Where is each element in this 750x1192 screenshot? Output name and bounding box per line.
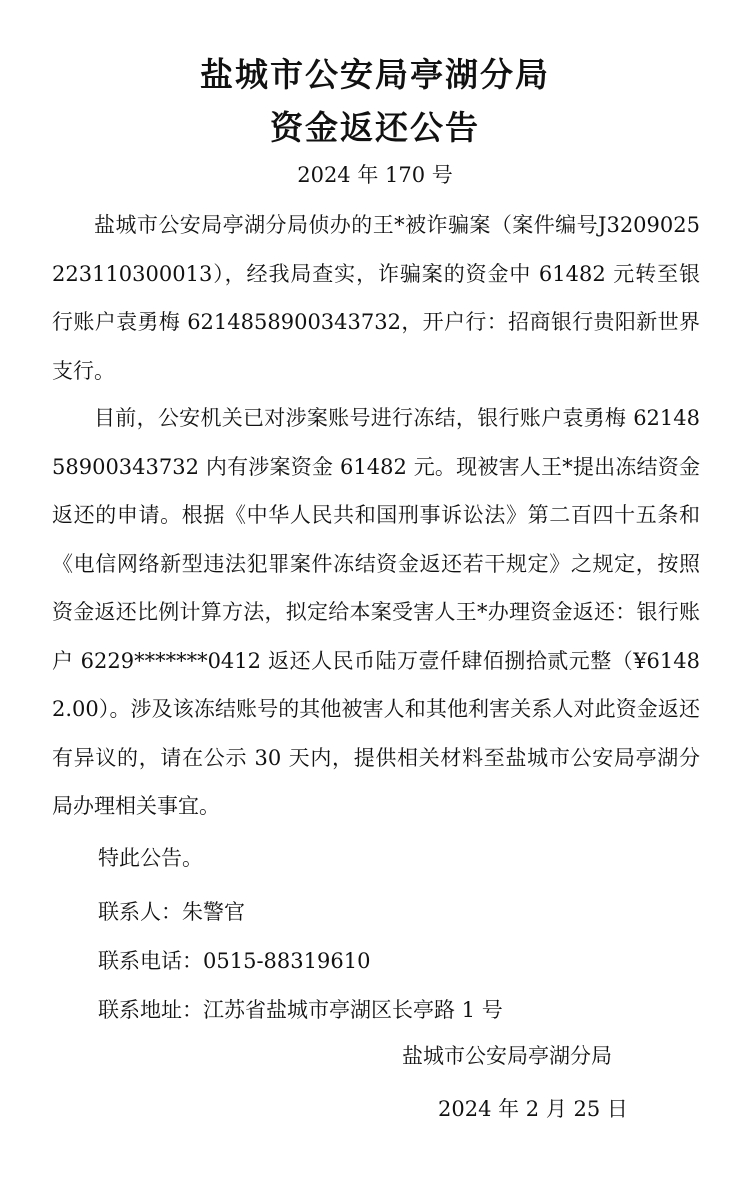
- notice-title-line1: 盐城市公安局亭湖分局: [200, 55, 550, 94]
- notice-title-line2: 资金返还公告: [270, 108, 480, 147]
- signature-date: 2024 年 2 月 25 日: [438, 1097, 628, 1121]
- contact-person: 联系人：朱警官: [98, 900, 245, 924]
- case-paragraph: 盐城市公安局亭湖分局侦办的王*被诈骗案（案件编号J3209025223110300013），经我局查实，诈骗案的资金中 61482 元转至银行账户袁勇梅 6214858900343732，开户行：招商银行贵阳新世界支行。: [52, 213, 700, 383]
- signature-organization: 盐城市公安局亭湖分局: [402, 1044, 612, 1068]
- contact-phone: 联系电话：0515-88319610: [98, 949, 371, 973]
- contact-address: 联系地址：江苏省盐城市亭湖区长亭路 1 号: [98, 998, 503, 1022]
- special-notice: 特此公告。: [98, 846, 203, 870]
- document-number: 2024 年 170 号: [297, 163, 453, 187]
- refund-paragraph: 目前，公安机关已对涉案账号进行冻结，银行账户袁勇梅 6214858900343732 内有涉案资金 61482 元。现被害人王*提出冻结资金返还的申请。根据《中华人民共和国刑事诉讼法》第二百四十五条和《电信网络新型违法犯罪案件冻结资金返还若干规定》之规定，按照资金返还比例计算方法，拟定给本案受害人王*办理资金返还：银行账户 6229*******0412 返还人民币陆万壹仟肆佰捌拾贰元整（¥61482.00）。涉及该冻结账号的其他被害人和其他利害关系人对此资金返还有异议的，请在公示 30 天内，提供相关材料至盐城市公安局亭湖分局办理相关事宜。: [52, 406, 700, 818]
